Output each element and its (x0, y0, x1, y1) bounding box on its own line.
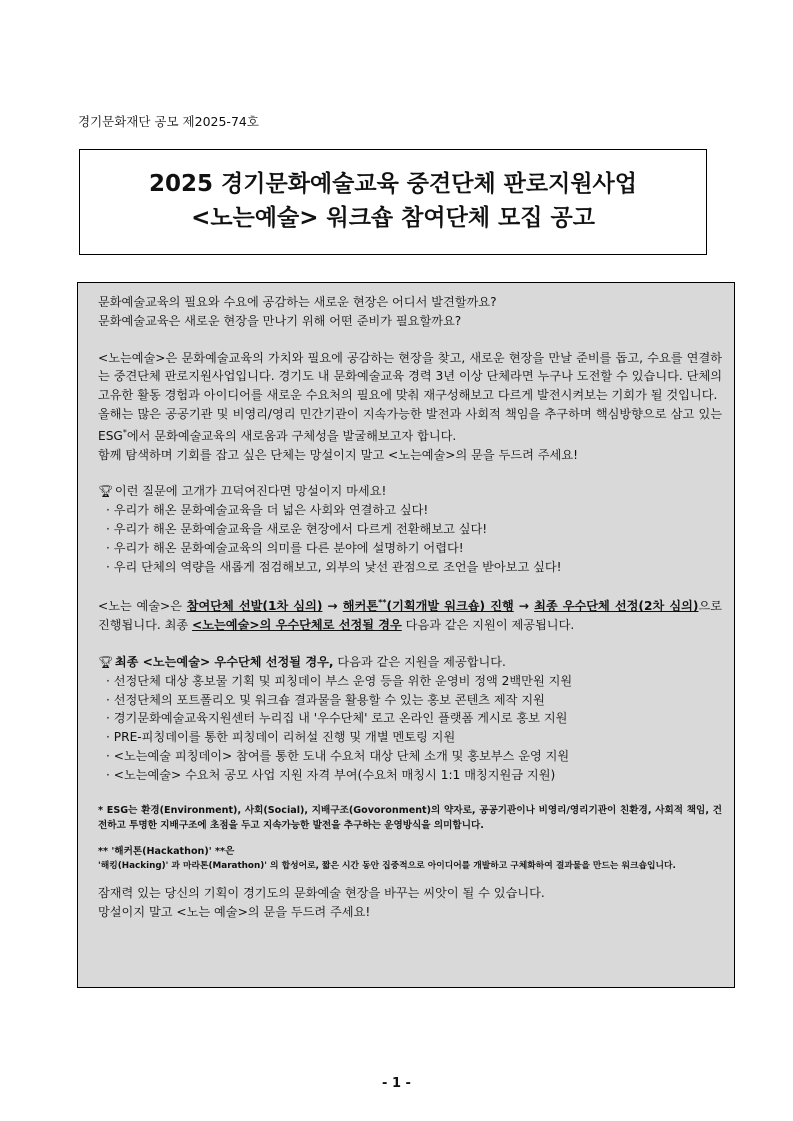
support-item: · 선정단체의 포트폴리오 및 워크숍 결과물을 활용할 수 있는 홍보 콘텐츠 제작 지원 (98, 691, 722, 710)
page-title-line2: <노는예술> 워크숍 참여단체 모집 공고 (191, 205, 595, 231)
page-title-line1: 2025 경기문화예술교육 중견단체 판로지원사업 (149, 171, 637, 197)
questions-header-text: 이런 질문에 고개가 끄덕여진다면 망설이지 마세요! (114, 484, 387, 499)
trophy-icon: 🏆︎ (98, 655, 114, 670)
process-arrow-2: → (513, 599, 535, 614)
support-header-rest: 다음과 같은 지원을 제공합니다. (333, 655, 506, 670)
question-item: · 우리가 해온 문화예술교육의 의미를 다른 분야에 설명하기 어렵다! (98, 539, 722, 558)
content-box (77, 282, 735, 988)
intro-question-2: 문화예술교육은 새로운 현장을 만나기 위해 어떤 준비가 필요할까요? (98, 313, 462, 328)
process-tail: 다음과 같은 지원이 제공됩니다. (401, 618, 575, 633)
esg-footnote-mark: * (122, 427, 127, 437)
trophy-icon: 🏆︎ (98, 484, 114, 499)
support-header (98, 653, 722, 672)
page-number: - 1 - (382, 1076, 411, 1091)
closing-line-2: 망설이지 말고 <노는 예술>의 문을 두드려 주세요! (98, 904, 371, 919)
support-item: · <노는예술 피칭데이> 참여를 통한 도내 수요처 대상 단체 소개 및 홍보부스 운영 지원 (98, 747, 722, 766)
support-item: · 선정단체 대상 홍보물 기획 및 피칭데이 부스 운영 등을 위한 운영비 정액 2백만원 지원 (98, 672, 722, 691)
support-header-bold: 최종 <노는예술> 우수단체 선정될 경우, (114, 655, 334, 670)
closing-line-1: 잠재력 있는 당신의 기획이 경기도의 문화예술 현장을 바꾸는 씨앗이 될 수 있습니다. (98, 886, 545, 901)
hackathon-footnote-body: '해킹(Hacking)' 과 마라톤(Marathon)' 의 합성어로, 짧은 시간 동안 집중적으로 아이디어를 개발하고 구체화하여 결과물을 만드는 워크숍입니다. (98, 861, 676, 872)
process-step-1: 참여단체 선발(1차 심의) (186, 599, 323, 614)
process-arrow-1: → (322, 599, 343, 614)
process-step-2: 해커톤**(기획개발 워크숍) 진행 (342, 598, 514, 614)
questions-header (98, 482, 722, 501)
process-paragraph (98, 594, 722, 635)
process-highlight: <노는예술>의 우수단체로 선정될 경우 (192, 618, 402, 633)
description-paragraph-1: <노는예술>은 문화예술교육의 가치와 필요에 공감하는 현장을 찾고, 새로운 현장을 만날 준비를 돕고, 수요를 연결하는 중견단체 판로지원사업입니다. 경기도 내 문화예술교육 경력 3년 이상 단체라면 누구나 도전할 수 있습니다. 단체의 고유한 활동 경험과 아이디어를 새로운 수요처의 필요에 맞춰 재구성해보고 다르게 발전시켜보는 기회가 될 것입니다. (98, 350, 722, 403)
notice-number: 경기문화재단 공모 제2025-74호 (78, 114, 259, 129)
hackathon-footnote-title: ** '해커톤(Hackathon)' **은 (98, 845, 235, 857)
description-paragraph-2 (98, 405, 722, 446)
support-item: · <노는예술> 수요처 공모 사업 지원 자격 부여(수요처 매칭시 1:1 매칭지원금 지원) (98, 766, 722, 785)
question-item: · 우리가 해온 문화예술교육을 더 넓은 사회와 연결하고 싶다! (98, 501, 722, 520)
process-step-3: 최종 우수단체 선정(2차 심의) (534, 599, 699, 614)
process-pre: <노는 예술>은 (98, 599, 187, 614)
question-item: · 우리 단체의 역량을 새롭게 점검해보고, 외부의 낯선 관점으로 조언을 받아보고 싶다! (98, 558, 722, 577)
esg-text-post: 에서 문화예술교육의 새로움과 구체성을 발굴해보고자 합니다. (126, 428, 457, 443)
esg-text-pre: 올해는 많은 공공기관 및 비영리/영리 민간기관이 지속가능한 발전과 사회적 책임을 추구하며 핵심방향으로 삼고 있는 ESG (98, 406, 722, 443)
description-paragraph-3: 함께 탐색하며 기회를 잡고 싶은 단체는 망설이지 말고 <노는예술>의 문을 두드려 주세요! (98, 447, 578, 462)
intro-question-1: 문화예술교육의 필요와 수요에 공감하는 새로운 현장은 어디서 발견할까요? (98, 295, 497, 309)
question-item: · 우리가 해온 문화예술교육을 새로운 현장에서 다르게 전환해보고 싶다! (98, 520, 722, 539)
title-box (79, 149, 707, 255)
support-item: · 경기문화예술교육지원센터 누리집 내 '우수단체' 로고 온라인 플랫폼 게시로 홍보 지원 (98, 709, 722, 728)
process-post: 으로 진행됩니다. 최종 (98, 599, 722, 633)
support-item: · PRE-피칭데이를 통한 피칭데이 리허설 진행 및 개별 멘토링 지원 (98, 728, 722, 747)
esg-footnote: * ESG는 환경(Environment), 사회(Social), 지배구조(Govoronment)의 약자로, 공공기관이나 비영리/영리기관이 친환경, 사회적 책임, 건전하고 투명한 지배구조에 초점을 두고 지속가능한 발전을 추구하는 운영방식을 의미합니다. (98, 804, 722, 832)
